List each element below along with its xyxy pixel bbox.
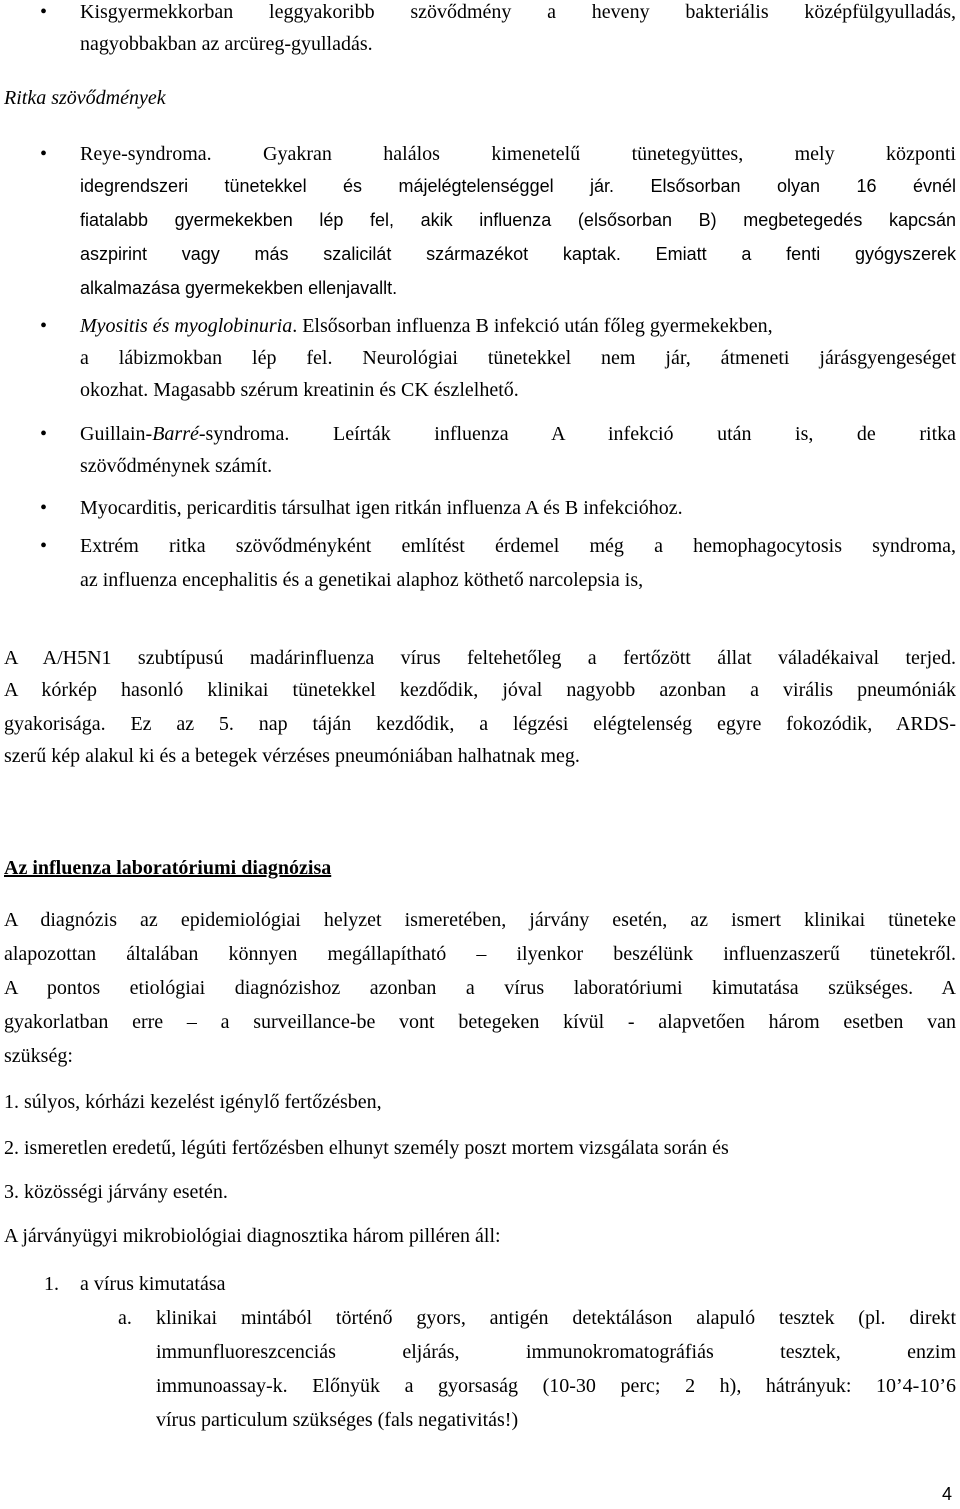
diag-line2: alapozottan általában könnyen megállapítható – ilyenkor beszélünk influenzaszerű tünetekről.: [4, 943, 956, 965]
h5n1-line4: szerű kép alakul ki és a betegek vérzéses pneumóniában halhatnak meg.: [4, 745, 580, 767]
guillain-line1: [80, 418, 956, 450]
myositis-line1-text: . Elsősorban influenza B infekció után főleg gyermekekben,: [292, 315, 773, 337]
rare-complications-heading: Ritka szövődmények: [4, 87, 166, 109]
case-item: 3. közösségi járvány esetén.: [4, 1181, 228, 1203]
myositis-line3: okozhat. Magasabb szérum kreatinin és CK észlelhető.: [80, 379, 519, 401]
guillain-line2: szövődménynek számít.: [80, 455, 273, 477]
h5n1-line3: gyakorisága. Ez az 5. nap táján kezdődik, a légzési elégtelenség egyre fokozódik, ARDS-: [4, 713, 956, 735]
h5n1-line1: A A/H5N1 szubtípusú madárinfluenza vírus feltehetőleg a fertőzött állat váladékaival terjed.: [4, 647, 956, 669]
intro-bullet-line1: Kisgyermekkorban leggyakoribb szövődmény a heveny bakteriális középfülgyulladás,: [80, 1, 956, 23]
sub-item-letter: a.: [118, 1307, 132, 1329]
reye-line2: idegrendszeri tünetekkel és májelégtelenséggel jár. Elsősorban olyan 16 évnél: [80, 176, 956, 196]
bullet-icon: •: [40, 315, 48, 337]
pillar-label: a vírus kimutatása: [80, 1273, 226, 1295]
extreme-line1: Extrém ritka szövődményként említést érdemel még a hemophagocytosis syndroma,: [80, 535, 956, 557]
reye-line3: fiatalabb gyermekekben lép fel, akik influenza (elsősorban B) megbetegedés kapcsán: [80, 210, 956, 230]
diag-line3: A pontos etiológiai diagnózishoz azonban a vírus laboratóriumi kimutatása szükséges. A: [4, 977, 956, 999]
reye-line5: alkalmazása gyermekekben ellenjavallt.: [80, 278, 398, 298]
sub-a-line4: vírus particulum szükséges (fals negativitás!): [156, 1409, 519, 1431]
guillain-italic: Barré: [152, 423, 199, 445]
sub-a-line1: klinikai mintából történő gyors, antigén detektáláson alapuló tesztek (pl. direkt: [156, 1307, 956, 1329]
reye-line4: aszpirint vagy más szalicilát származékot kaptak. Emiatt a fenti gyógyszerek: [80, 244, 956, 264]
bullet-icon: •: [40, 535, 48, 557]
sub-a-line3: immunoassay-k. Előnyük a gyorsaság (10-30 perc; 2 h), hátrányuk: 10’4-10’6: [156, 1375, 956, 1397]
pillars-intro: A járványügyi mikrobiológiai diagnosztika három pilléren áll:: [4, 1225, 501, 1247]
extreme-line2: az influenza encephalitis és a genetikai alaphoz köthető narcolepsia is,: [80, 569, 644, 591]
myositis-title: Myositis és myoglobinuria: [80, 315, 293, 337]
myocarditis-line: Myocarditis, pericarditis társulhat igen ritkán influenza A és B infekcióhoz.: [80, 497, 683, 519]
bullet-icon: •: [40, 423, 48, 445]
diag-line5: szükség:: [4, 1045, 73, 1067]
guillain-line1-text: -syndroma. Leírták influenza A infekció után is, de ritka: [198, 423, 956, 445]
myositis-line1: [80, 310, 956, 342]
h5n1-line2: A kórkép hasonló klinikai tünetekkel kezdődik, jóval nagyobb azonban a virális pneumóniák: [4, 679, 956, 701]
case-item: 1. súlyos, kórházi kezelést igénylő fertőzésben,: [4, 1091, 382, 1113]
diag-line4: gyakorlatban erre – a surveillance-be vont betegeken kívül - alapvetően három esetben van: [4, 1011, 956, 1033]
page-number: 4: [941, 1484, 952, 1504]
bullet-icon: •: [40, 1, 48, 23]
guillain-prefix: Guillain-: [80, 423, 153, 445]
bullet-icon: •: [40, 497, 48, 519]
lab-diagnosis-heading: Az influenza laboratóriumi diagnózisa: [4, 857, 332, 879]
pillar-number: 1.: [44, 1273, 59, 1295]
myositis-line2: a lábizmokban lép fel. Neurológiai tünetekkel nem jár, átmeneti járásgyengeséget: [80, 347, 956, 369]
intro-bullet-line2: nagyobbakban az arcüreg-gyulladás.: [80, 33, 373, 55]
sub-a-line2: immunfluoreszcenciás eljárás, immunokromatográfiás tesztek, enzim: [156, 1341, 956, 1363]
case-item: 2. ismeretlen eredetű, légúti fertőzésben elhunyt személy poszt mortem vizsgálata során és: [4, 1137, 729, 1159]
diag-line1: A diagnózis az epidemiológiai helyzet ismeretében, járvány esetén, az ismert klinikai tüneteke: [4, 909, 956, 931]
reye-line1: Reye-syndroma. Gyakran halálos kimenetelű tünetegyüttes, mely központi: [80, 143, 956, 165]
bullet-icon: •: [40, 143, 48, 165]
